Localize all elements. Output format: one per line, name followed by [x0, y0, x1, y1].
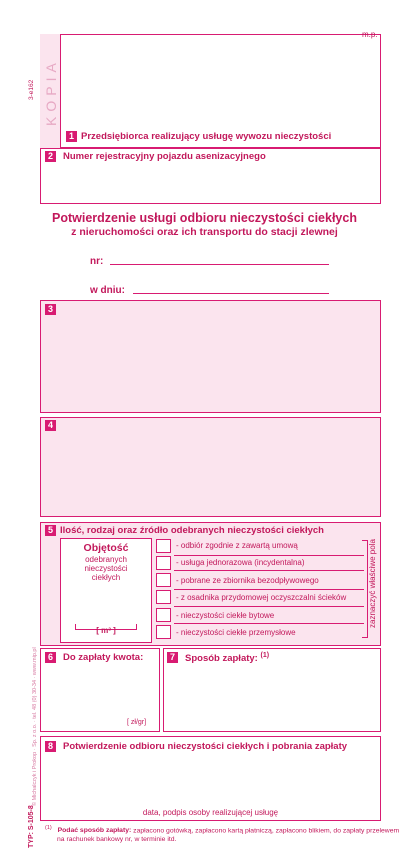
option-divider [174, 606, 364, 607]
option-one-time-service: - usługa jednorazowa (incydentalna) [176, 558, 305, 567]
kopia-label: KOPIA [43, 58, 59, 126]
section-8-label: Potwierdzenie odbioru nieczystości ciekłych i pobrania zapłaty [63, 741, 348, 752]
section-6-number: 6 [45, 652, 56, 663]
form-code: 3-e162 [28, 79, 35, 100]
section-3-box[interactable] [40, 300, 381, 413]
volume-subtitle-1: odebranych [85, 555, 127, 564]
section-8-number: 8 [45, 741, 56, 752]
form-type-code: TYP: S-105-8 [28, 805, 35, 848]
section-2-number: 2 [45, 151, 56, 162]
option-septic-tank: - pobrane ze zbiornika bezodpływowego [176, 576, 319, 585]
option-treatment-plant: - z osadnika przydomowej oczyszczalni ścieków [176, 593, 347, 602]
section-7-footnote-mark: (1) [260, 652, 270, 659]
checkbox-domestic-waste[interactable] [156, 608, 171, 622]
section-6-label: Do zapłaty kwota: [63, 652, 144, 663]
footnote [45, 824, 400, 844]
footnote-mark: (1) [45, 825, 52, 831]
section-7-label [185, 652, 269, 664]
section-3-number: 3 [45, 304, 56, 315]
checkbox-one-time-service[interactable] [156, 556, 171, 570]
section-5-number: 5 [45, 525, 56, 536]
volume-unit: [ m³ ] [96, 626, 116, 635]
footnote-line-1 [45, 824, 400, 835]
date-field[interactable] [133, 293, 329, 294]
section-5-label: Ilość, rodzaj oraz źródło odebranych nieczystości ciekłych [60, 525, 324, 536]
number-field[interactable] [110, 264, 329, 265]
volume-subtitle-3: ciekłych [91, 573, 121, 582]
volume-subtitle-2: nieczystości [84, 564, 128, 573]
option-divider [174, 589, 364, 590]
date-label: w dniu: [90, 285, 125, 296]
amount-unit: [ zł/gr] [127, 719, 147, 726]
checkbox-contract-pickup[interactable] [156, 539, 171, 553]
checkbox-septic-tank[interactable] [156, 573, 171, 587]
section-1-number: 1 [66, 131, 77, 142]
footnote-bold: Podać sposób zapłaty: [57, 827, 132, 835]
number-label: nr: [90, 256, 104, 267]
signature-caption: data, podpis osoby realizującej usługę [142, 808, 279, 817]
footnote-text-2: na rachunek bankowy nr, w terminie itd. [57, 836, 177, 844]
checkbox-industrial-waste[interactable] [156, 625, 171, 639]
checkbox-treatment-plant[interactable] [156, 590, 171, 604]
option-contract-pickup: - odbiór zgodnie z zawartą umową [176, 541, 298, 550]
section-1-label: Przedsiębiorca realizujący usługę wywozu nieczystości [81, 131, 332, 142]
publisher-info: © Michalczyk i Prokop · Sp. z o.o. · tel. 48 (0) 30-34 · www.mip.pl [32, 647, 38, 806]
section-2-label: Numer rejestracyjny pojazdu asenizacyjnego [63, 151, 266, 162]
footnote-text-1: zapłacono gotówką, zapłacono kartą płatniczą, zapłacono blikiem, do zapłaty przelewem [131, 827, 400, 835]
option-industrial-waste: - nieczystości ciekłe przemysłowe [176, 628, 296, 637]
option-divider [174, 570, 364, 571]
section-7-number: 7 [167, 652, 178, 663]
section-7-label-text: Sposób zapłaty: [185, 653, 258, 665]
option-domestic-waste: - nieczystości ciekłe bytowe [176, 611, 275, 620]
section-4-number: 4 [45, 420, 56, 431]
form-title: Potwierdzenie usługi odbioru nieczystości ciekłych [52, 211, 357, 225]
volume-title: Objętość [83, 542, 129, 554]
section-4-box[interactable] [40, 417, 381, 517]
option-divider [174, 623, 364, 624]
selection-note: zaznaczyć właściwe pola [368, 539, 377, 628]
form-subtitle: z nieruchomości oraz ich transportu do stacji zlewnej [71, 226, 338, 238]
option-divider [174, 555, 364, 556]
mp-stamp-label: m.p. [362, 30, 378, 39]
